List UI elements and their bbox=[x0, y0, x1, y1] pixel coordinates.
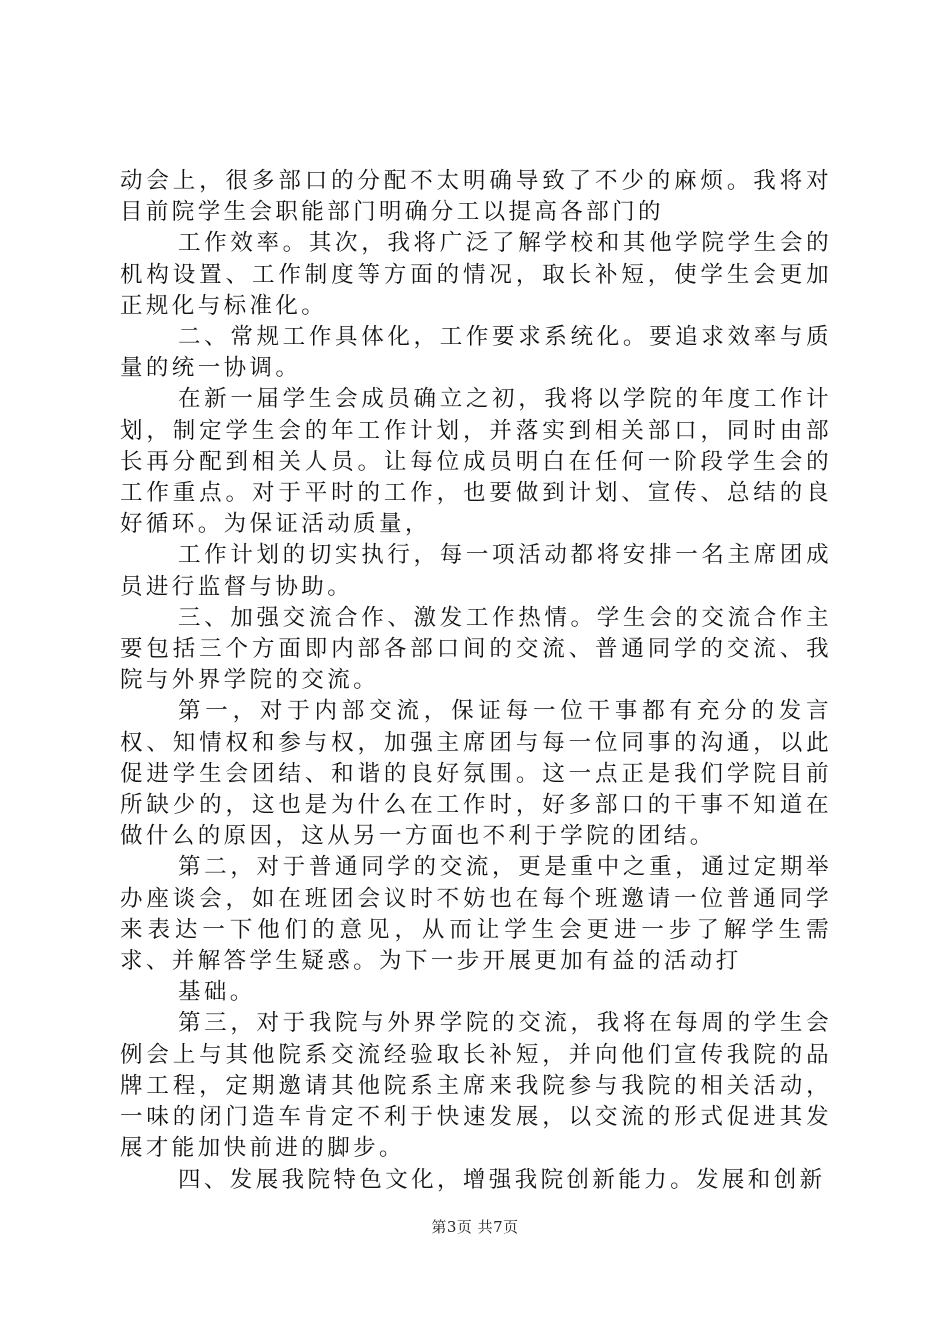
paragraph: 第三，对于我院与外界学院的交流，我将在每周的学生会例会上与其他院系交流经验取长补短，并向他们宣传我院的品牌工程，定期邀请其他院系主席来我院参与我院的相关活动，一味的闭门造车肯定不利于快速发展，以交流的形式促进其发展才能加快前进的脚步。 bbox=[120, 1010, 832, 1162]
document-body bbox=[120, 166, 832, 1196]
paragraph: 第二，对于普通同学的交流，更是重中之重，通过定期举办座谈会，如在班团会议时不妨也在每个班邀请一位普通同学来表达一下他们的意见，从而让学生会更进一步了解学生需求、并解答学生疑惑。为下一步开展更加有益的活动打 bbox=[120, 854, 832, 975]
paragraph: 四、发展我院特色文化，增强我院创新能力。发展和创新 bbox=[178, 1166, 826, 1193]
page-number-footer: 第3页 共7页 bbox=[431, 1218, 519, 1236]
paragraph: 工作效率。其次，我将广泛了解学校和其他学院学生会的机构设置、工作制度等方面的情况，取长补短，使学生会更加正规化与标准化。 bbox=[120, 230, 832, 319]
paragraph: 第一，对于内部交流，保证每一位干事都有充分的发言权、知情权和参与权，加强主席团与每一位同事的沟通，以此促进学生会团结、和谐的良好氛围。这一点正是我们学院目前所缺少的，这也是为什么在工作时，好多部口的干事不知道在做什么的原因，这从另一方面也不利于学院的团结。 bbox=[120, 698, 832, 850]
paragraph: 基础。 bbox=[178, 979, 256, 1006]
paragraph: 三、加强交流合作、激发工作热情。学生会的交流合作主要包括三个方面即内部各部口间的交流、普通同学的交流、我院与外界学院的交流。 bbox=[120, 604, 832, 694]
paragraph: 在新一届学生会成员确立之初，我将以学院的年度工作计划，制定学生会的年工作计划，并落实到相关部口，同时由部长再分配到相关人员。让每位成员明白在任何一阶段学生会的工作重点。对于平时的工作，也要做到计划、宣传、总结的良好循环。为保证活动质量， bbox=[120, 386, 832, 538]
paragraph: 动会上，很多部口的分配不太明确导致了不少的麻烦。我将对目前院学生会职能部门明确分工以提高各部门的 bbox=[120, 168, 832, 226]
paragraph: 二、常规工作具体化，工作要求系统化。要追求效率与质量的统一协调。 bbox=[120, 324, 832, 382]
paragraph: 工作计划的切实执行，每一项活动都将安排一名主席团成员进行监督与协助。 bbox=[120, 542, 832, 600]
